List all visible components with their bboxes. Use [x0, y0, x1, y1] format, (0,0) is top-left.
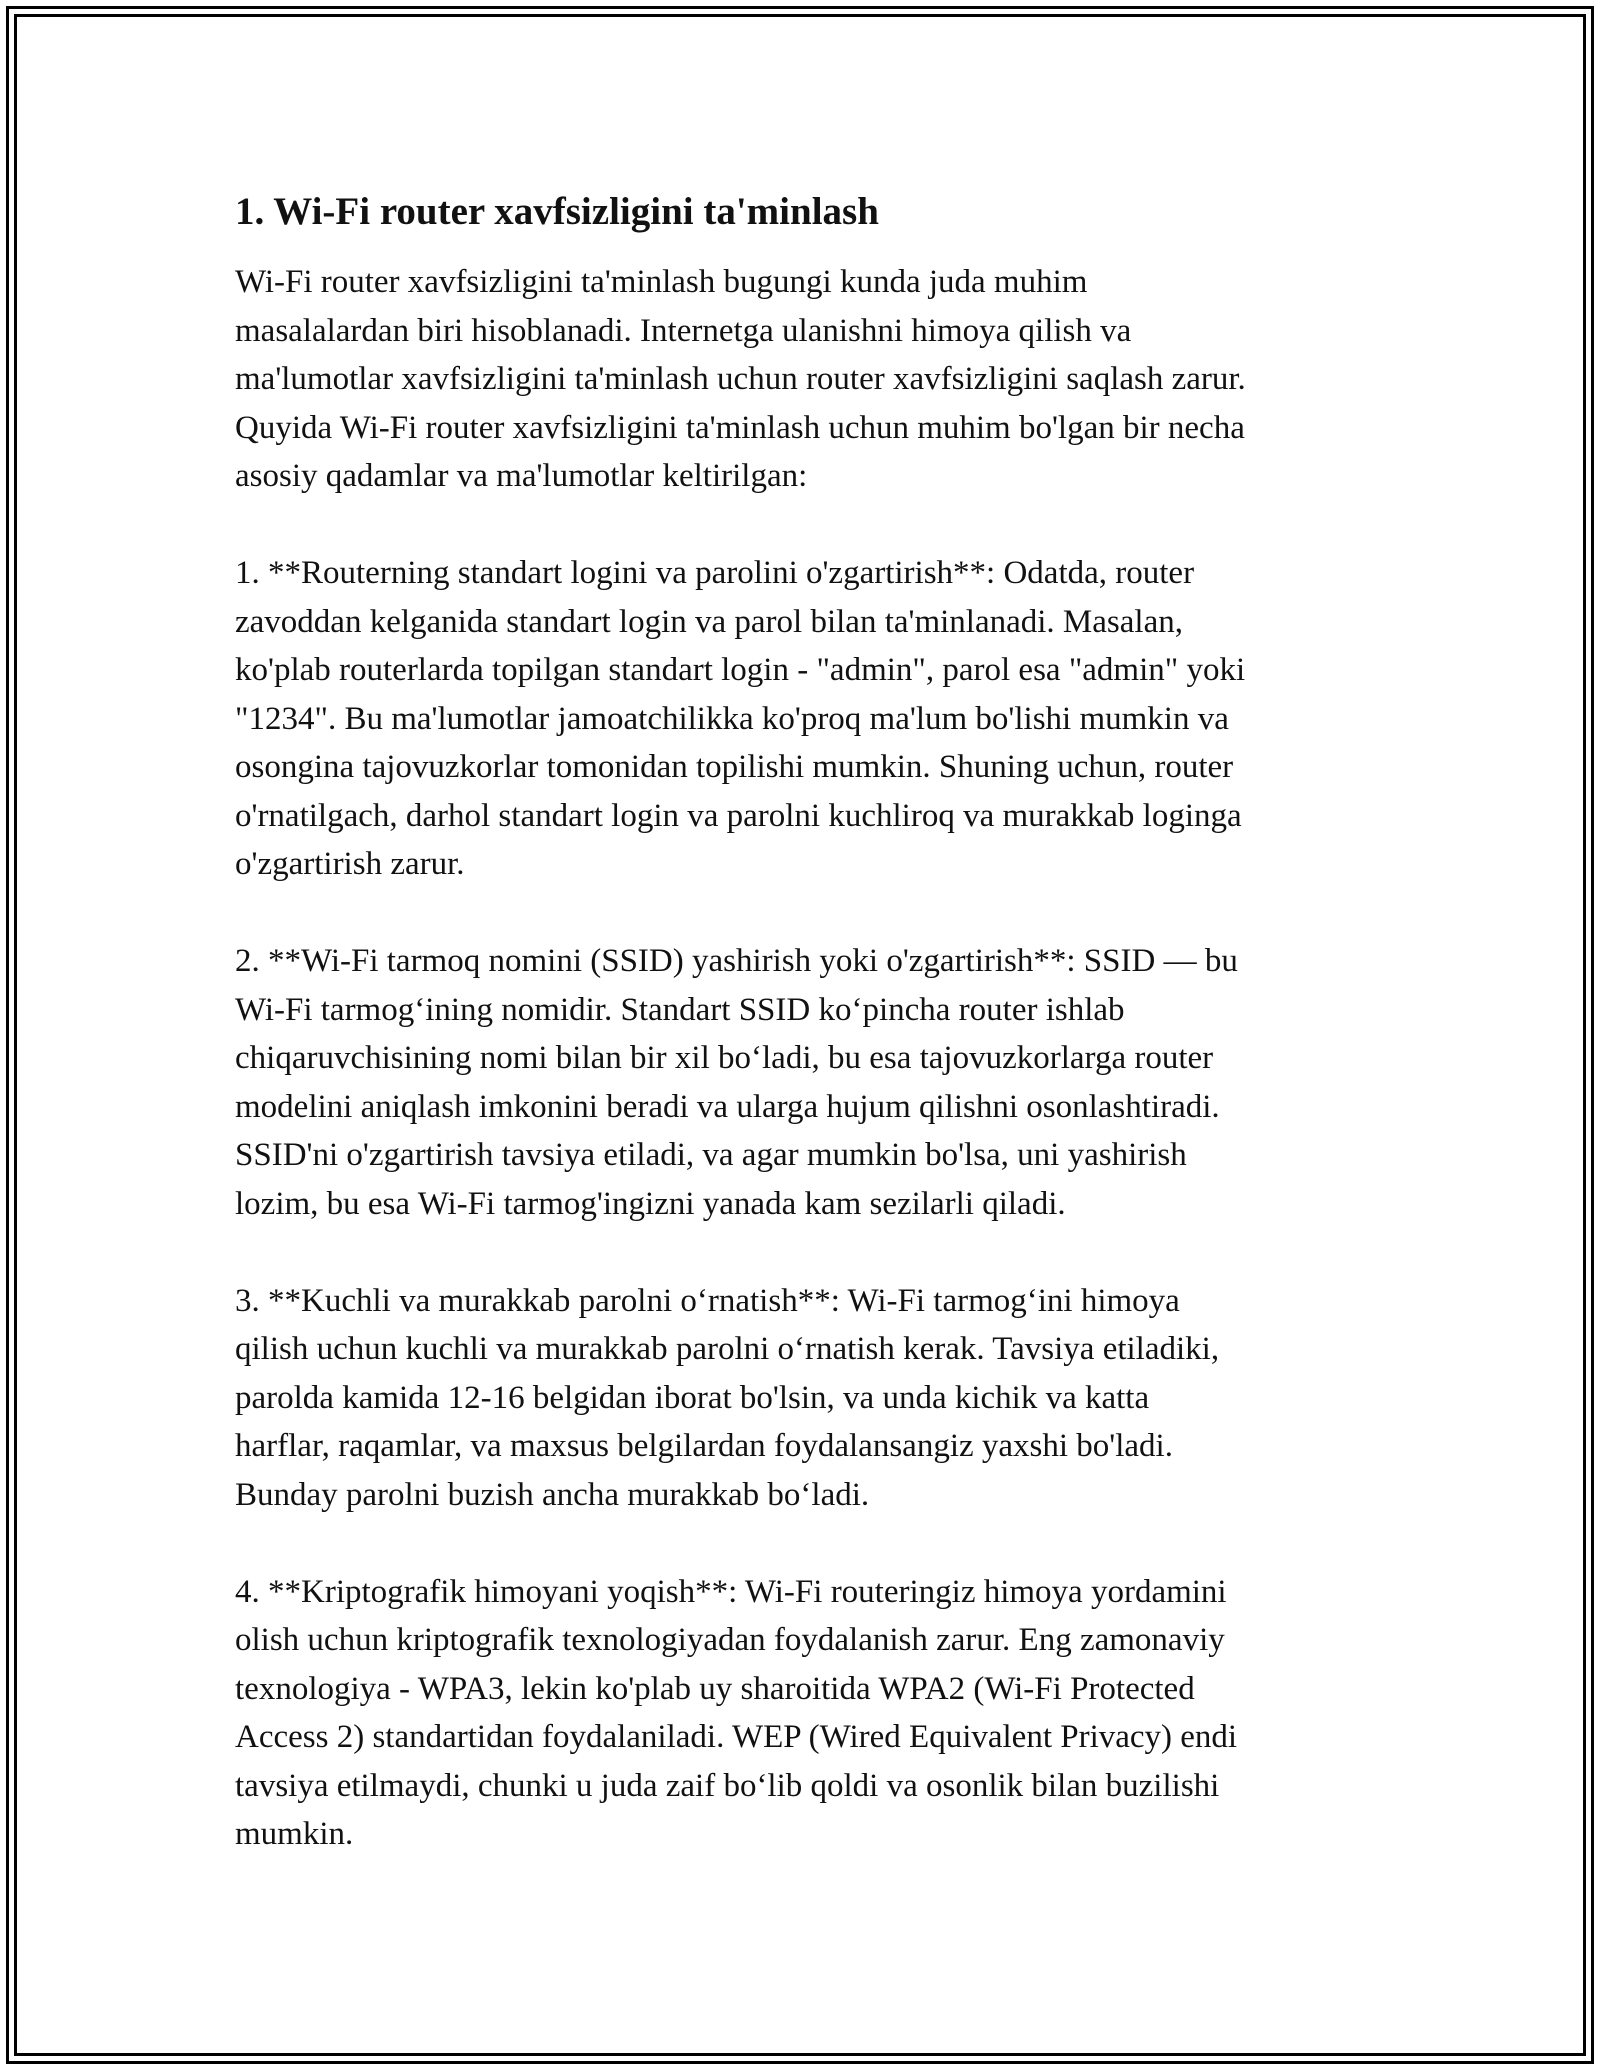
text-line: osongina tajovuzkorlar tomonidan topilishi mumkin. Shuning uchun, router — [235, 749, 1234, 785]
text-line: o'rnatilgach, darhol standart login va parolni kuchliroq va murakkab loginga — [235, 797, 1242, 834]
paragraph-intro — [235, 258, 1370, 501]
text-line: "1234". Bu ma'lumotlar jamoatchilikka ko'proq ma'lum bo'lishi mumkin va — [235, 700, 1229, 737]
paragraph-step-4 — [235, 1568, 1370, 1859]
text-line: Quyida Wi-Fi router xavfsizligini ta'minlash uchun muhim bo'lgan bir necha — [235, 409, 1245, 446]
text-line: Access 2) standartidan foydalaniladi. WEP (Wired Equivalent Privacy) endi — [235, 1719, 1238, 1755]
text-line: chiqaruvchisining nomi bilan bir xil bo‘ladi, bu esa tajovuzkorlarga router — [235, 1040, 1214, 1076]
text-line: Wi-Fi tarmog‘ining nomidir. Standart SSID ko‘pincha router ishlab — [235, 991, 1125, 1028]
text-line: mumkin. — [235, 1816, 354, 1852]
text-line: SSID'ni o'zgartirish tavsiya etiladi, va agar mumkin bo'lsa, uni yashirish — [235, 1137, 1187, 1173]
text-line: harflar, raqamlar, va maxsus belgilardan foydalansangiz yaxshi bo'ladi. — [235, 1428, 1173, 1464]
paragraph-step-1 — [235, 549, 1370, 889]
paragraph-step-2 — [235, 937, 1370, 1228]
text-line: asosiy qadamlar va ma'lumotlar keltirilgan: — [235, 458, 808, 494]
text-line: Wi-Fi router xavfsizligini ta'minlash bugungi kunda juda muhim — [235, 264, 1088, 300]
document-page — [235, 186, 1370, 1907]
text-line: masalalardan biri hisoblanadi. Internetga ulanishni himoya qilish va — [235, 312, 1132, 349]
text-line: Bunday parolni buzish ancha murakkab bo‘ladi. — [235, 1476, 870, 1513]
text-line: olish uchun kriptografik texnologiyadan foydalanish zarur. Eng zamonaviy — [235, 1622, 1225, 1658]
text-line: zavoddan kelganida standart login va parol bilan ta'minlanadi. Masalan, — [235, 603, 1183, 640]
text-line: 1. **Routerning standart loginі va parolini o'zgartirish**: Odatda, router — [235, 555, 1195, 591]
text-line: parolda kamida 12-16 belgidan iborat bo'lsin, va unda kichik va katta — [235, 1379, 1150, 1416]
text-line: 4. **Kriptografik himoyani yoqish**: Wi-Fi routeringiz himoya yordamini — [235, 1573, 1227, 1610]
text-line: modelini aniqlash imkonini beradi va ularga hujum qilishni osonlashtiradi. — [235, 1088, 1220, 1125]
text-line: ma'lumotlar xavfsizligini ta'minlash uchun router xavfsizligini saqlash zarur. — [235, 361, 1246, 397]
text-line: texnologiya - WPA3, lekin ko'plab uy sharoitida WPA2 (Wi-Fi Protected — [235, 1670, 1195, 1707]
paragraph-step-3 — [235, 1277, 1370, 1520]
text-line: o'zgartirish zarur. — [235, 846, 465, 882]
document-title: 1. Wi-Fi router xavfsizligini ta'minlash — [235, 190, 879, 233]
text-line: 3. **Kuchli va murakkab parolni o‘rnatish**: Wi-Fi tarmog‘ini himoya — [235, 1282, 1180, 1319]
text-line: 2. **Wi-Fi tarmoq nomini (SSID) yashirish yoki o'zgartirish**: SSID — bu — [235, 943, 1238, 979]
text-line: qilish uchun kuchli va murakkab parolni o‘rnatish kerak. Tavsiya etiladiki, — [235, 1331, 1220, 1367]
text-line: ko'plab routerlarda topilgan standart login - "admin", parol esa "admin" yoki — [235, 652, 1246, 688]
text-line: tavsiya etilmaydi, chunki u juda zaif bo‘lib qoldi va osonlik bilan buzilishi — [235, 1767, 1220, 1804]
text-line: lozim, bu esa Wi-Fi tarmog'ingizni yanada kam sezilarli qiladi. — [235, 1185, 1066, 1222]
